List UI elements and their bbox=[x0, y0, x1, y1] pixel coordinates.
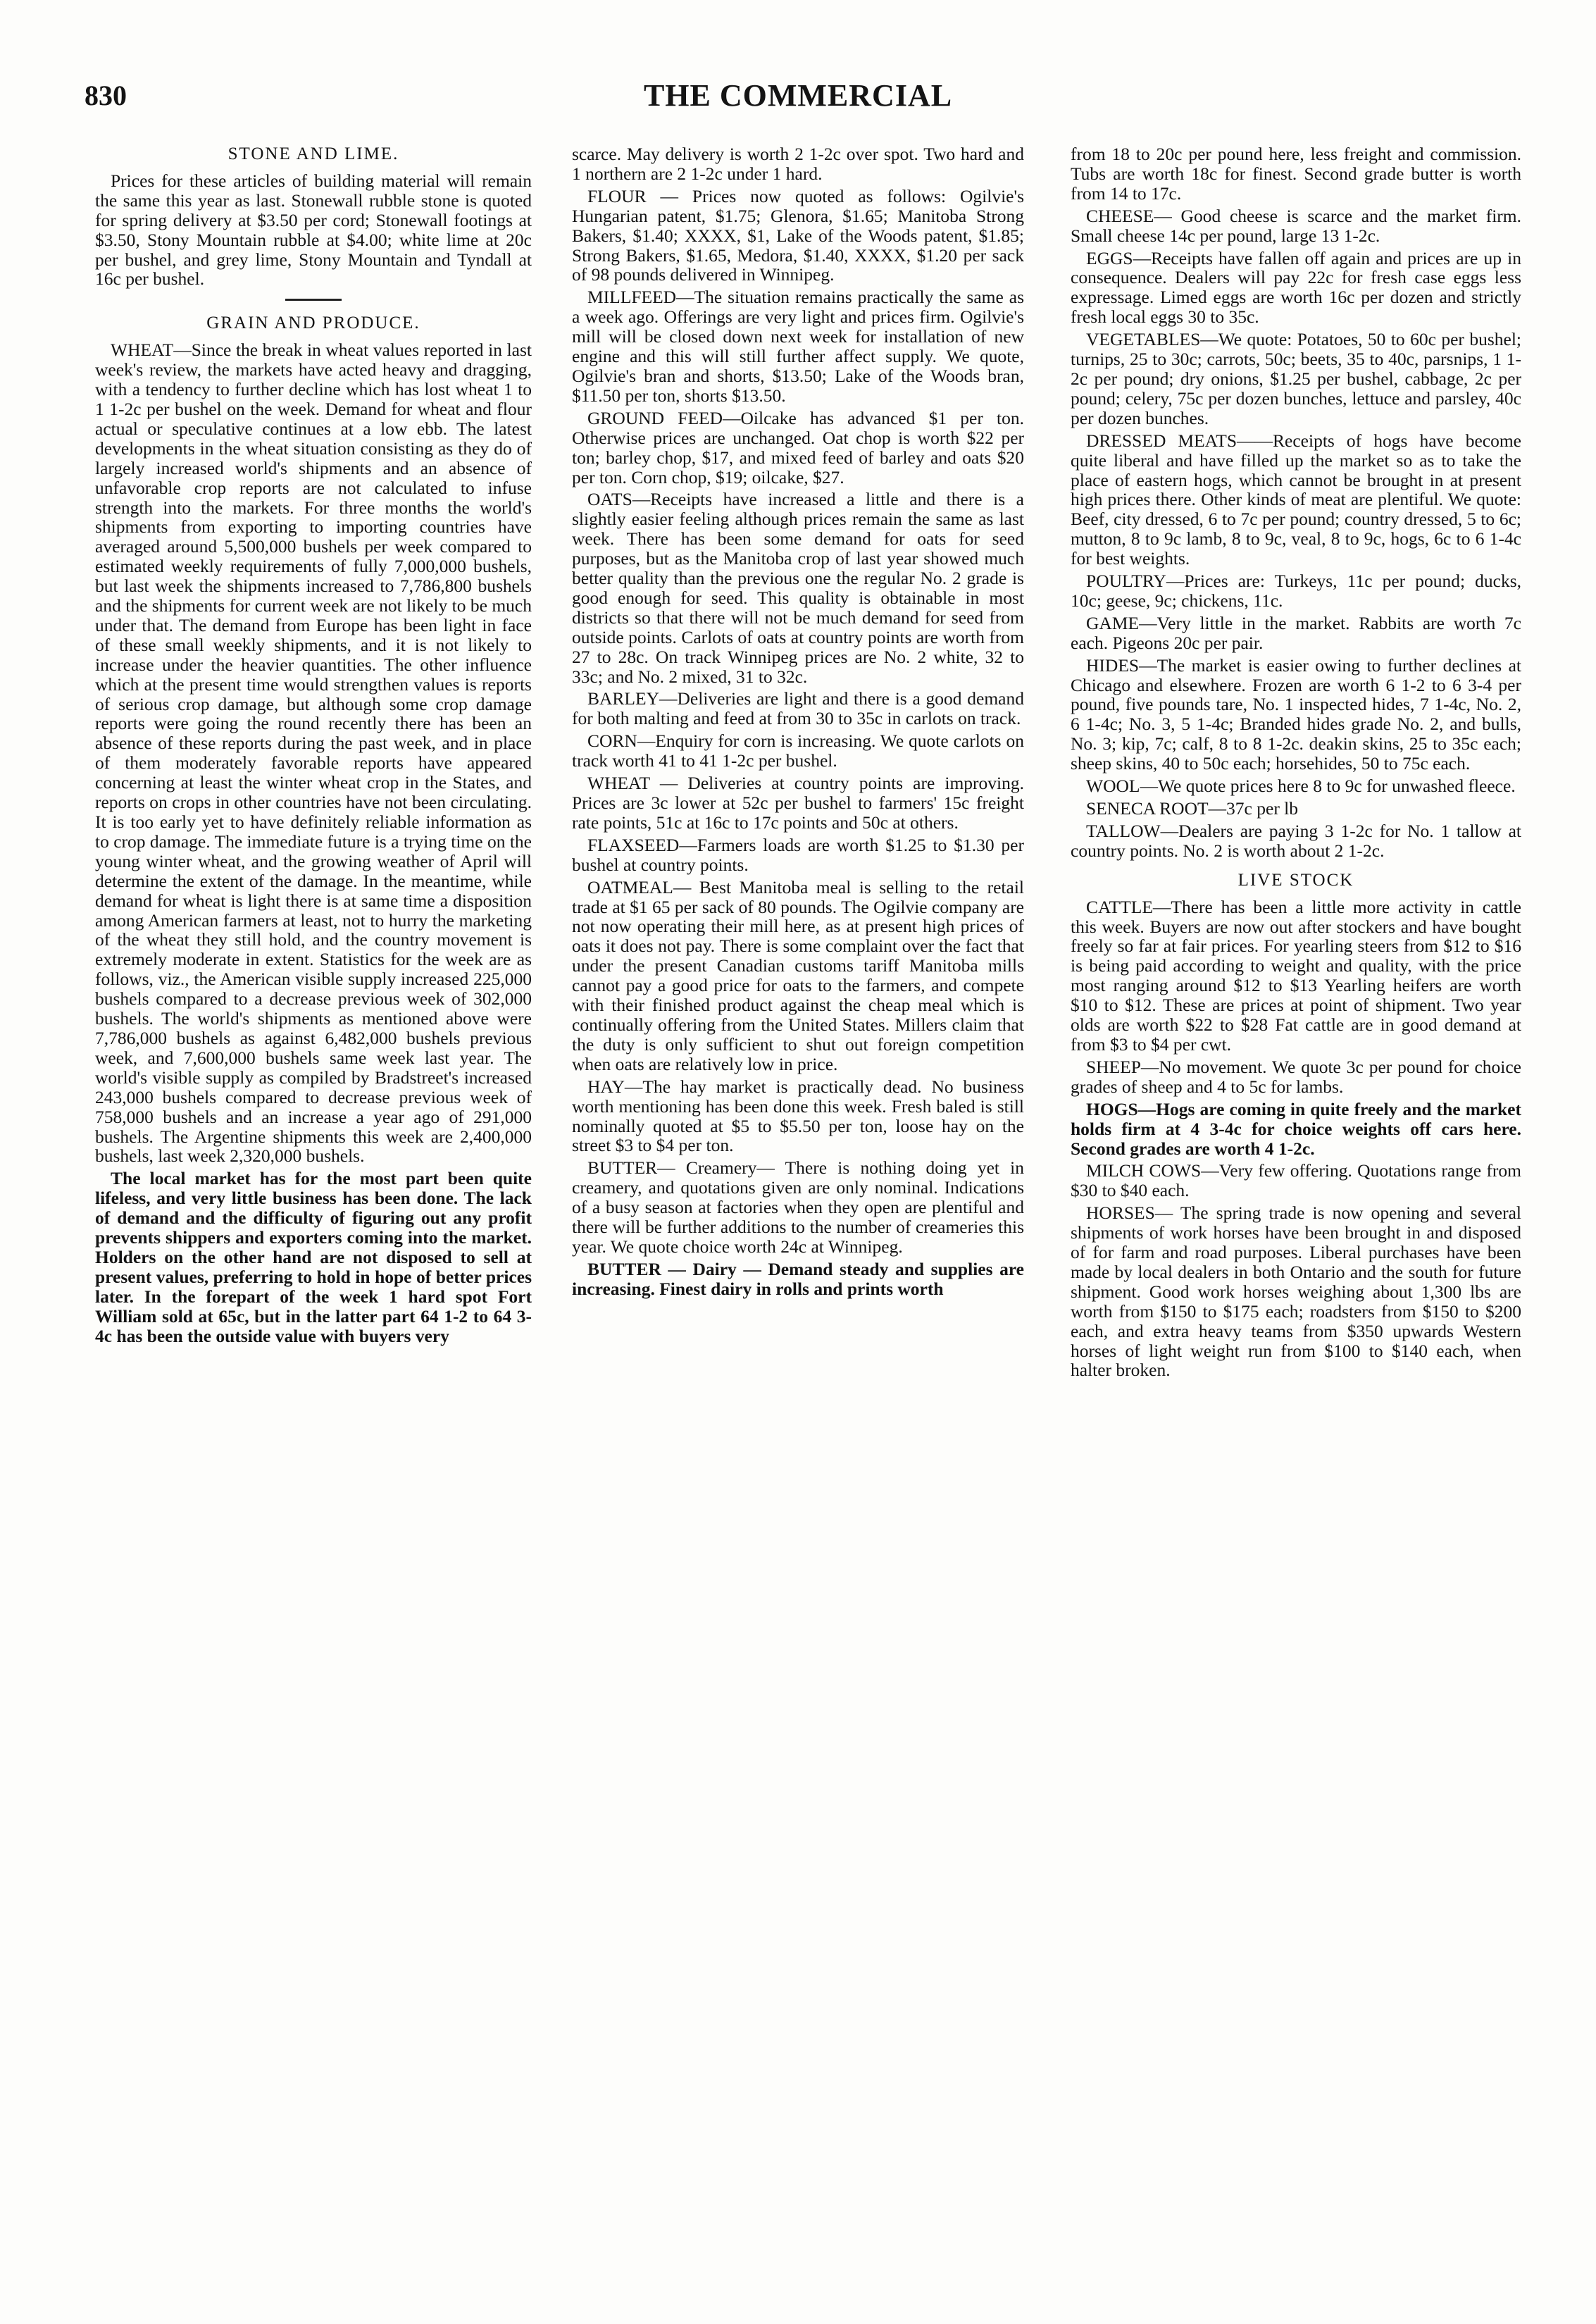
hogs-paragraph: HOGS—Hogs are coming in quite freely and the market holds firm at 4 3-4c for choice weights off cars here. Second grades are worth 4 1-2c. bbox=[1071, 1098, 1521, 1159]
game-paragraph: GAME—Very little in the market. Rabbits are worth 7c each. Pigeons 20c per pair. bbox=[1071, 612, 1521, 653]
cattle-paragraph: CATTLE—There has been a little more activity in cattle this week. Buyers are now out after stockers and have bought freely so far at fair prices. For yearling steers from $12 to $16 is being paid according to weight and quality, with the price most ranging around $12 to $13 Yearling heifers are worth $10 to $12. These are prices at point of shipment. Two year olds are worth $22 to $28 Fat cattle are in good demand at from $3 to $4 per cwt. bbox=[1071, 896, 1521, 1055]
scarce-paragraph: scarce. May delivery is worth 2 1-2c over spot. Two hard and 1 northern are 2 1-2c under 1 hard. bbox=[572, 144, 1024, 184]
seneca-root-paragraph: SENECA ROOT—37c per lb bbox=[1086, 798, 1299, 819]
poultry-paragraph: POULTRY—Prices are: Turkeys, 11c per pound; ducks, 10c; geese, 9c; chickens, 11c. bbox=[1071, 571, 1521, 611]
wheat-country-paragraph: WHEAT — Deliveries at country points are improving. Prices are 3c lower at 52c per bushel to farmers' 15c freight rate points, 51c at 16c to 17c points and 50c at others. bbox=[572, 773, 1024, 833]
barley-paragraph: BARLEY—Deliveries are light and there is a good demand for both malting and feed at from 30 to 35c in carlots on track. bbox=[572, 688, 1024, 729]
column-2 bbox=[572, 144, 1024, 2293]
butter-dairy-paragraph: BUTTER — Dairy — Demand steady and supplies are increasing. Finest dairy in rolls and prints worth bbox=[572, 1258, 1024, 1299]
grain-produce-heading: GRAIN AND PRODUCE. bbox=[206, 313, 420, 333]
dressed-meats-paragraph: DRESSED MEATS——Receipts of hogs have become quite liberal and have filled up the market so as to take the place of eastern hogs, which cannot be brought in at present high prices there. Other kinds of meat are plentiful. We quote: Beef, city dressed, 6 to 7c per pound; country dressed, 5 to 6c; mutton, 8 to 9c lamb, 8 to 9c, veal, 8 to 9c, hogs, 6c to 6 1-4c for best weights. bbox=[1071, 430, 1521, 569]
tallow-paragraph: TALLOW—Dealers are paying 3 1-2c for No. 1 tallow at country points. No. 2 is worth about 2 1-2c. bbox=[1071, 820, 1521, 861]
local-market-paragraph: The local market has for the most part been quite lifeless, and very little business has been done. The lack of demand and the difficulty of figuring out any profit prevents shippers and exporters coming into the market. Holders on the other hand are not disposed to sell at present values, preferring to hold in hope of better prices later. In the forepart of the week 1 hard spot Fort William sold at 65c, but in the latter part 64 1-2 to 64 3-4c has been the outside value with buyers very bbox=[95, 1168, 532, 1346]
section-divider bbox=[285, 299, 342, 301]
sheep-paragraph: SHEEP—No movement. We quote 3c per pound for choice grades of sheep and 4 to 5c for lambs. bbox=[1071, 1056, 1521, 1097]
cheese-paragraph: CHEESE— Good cheese is scarce and the market firm. Small cheese 14c per pound, large 13 1-2c. bbox=[1071, 205, 1521, 246]
millfeed-paragraph: MILLFEED—The situation remains practically the same as a week ago. Offerings are very light and prices firm. Ogilvie's mill will be closed down next week for installation of new engine and this will still further affect supply. We quote, Ogilvie's bran and shorts, $13.50; Lake of the Woods bran, $11.50 per ton, shorts $13.50. bbox=[572, 287, 1024, 406]
hides-paragraph: HIDES—The market is easier owing to further declines at Chicago and elsewhere. Frozen are worth 6 1-2 to 6 3-4 per pound, five pounds tare, No. 1 inspected hides, 7 1-4c, No. 2, 6 1-4c; No. 3, 5 1-4c; Branded hides grade No. 2, and bulls, No. 3; kip, 7c; calf, 8 to 8 1-2c. deakin skins, 25 to 35c each; sheep skins, 40 to 50c each; horsehides, 50 to 75c each. bbox=[1071, 654, 1521, 774]
horses-paragraph: HORSES— The spring trade is now opening and several shipments of work horses have been brought in and disposed of for farm and road purposes. Liberal purchases have been made by local dealers in both Ontario and the south for future shipment. Good work horses weighing about 1,300 lbs are worth from $150 to $175 each; roadsters from $150 to $200 each, and extra heavy teams from $350 upwards Western horses of light weight run from $100 to $140 each, when halter broken. bbox=[1071, 1203, 1521, 1381]
milch-cows-paragraph: MILCH COWS—Very few offering. Quotations range from $30 to $40 each. bbox=[1071, 1160, 1521, 1201]
page-number: 830 bbox=[85, 80, 127, 111]
wool-paragraph: WOOL—We quote prices here 8 to 9c for unwashed fleece. bbox=[1086, 776, 1516, 797]
flaxseed-paragraph: FLAXSEED—Farmers loads are worth $1.25 to $1.30 per bushel at country points. bbox=[572, 834, 1024, 875]
page-title: THE COMMERCIAL bbox=[643, 78, 953, 113]
stone-lime-heading: STONE AND LIME. bbox=[227, 144, 399, 163]
wheat-paragraph: WHEAT—Since the break in wheat values reported in last week's review, the markets have acted heavy and dragging, with a tendency to further decline which has lost wheat 1 to 1 1-2c per bushel on the week. Demand for wheat and flour actual or speculative continues at a low ebb. The latest developments in the wheat situation consisting as they do of largely increased world's shipments and an absence of unfavorable crop reports are not calculated to infuse strength into the markets. For three months the world's shipments from exporting to importing countries have averaged around 5,500,000 bushels per week compared to estimated weekly requirements of fully 7,000,000 bushels, but last week the shipments increased to 7,786,800 bushels and the shipments for current week are not likely to be much under that. The demand from Europe has been light in face of these small weekly shipments, and it is not likely to increase under the heavier quantities. The other influence which at the present time would strengthen values is reports of serious crop damage, but although some crop damage reports were going the round recently there has been an absence of these reports during the past week, and in place of them moderately favorable reports have appeared concerning at least the winter wheat crop in the States, and reports on crops in other countries have not been circulating. It is too early yet to have definitely reliable information as to crop damage. The immediate future is a trying time on the young winter wheat, and the growing weather of April will determine the extent of the damage. In the meantime, while demand for wheat is light there is at same time a disposition among American farmers at least, not to hurry the marketing of the wheat they still hold, and the country movement is extremely moderate in extent. Statistics for the week are as follows, viz., the American visible supply increased 225,000 bushels compared to a decrease previous week of 302,000 bushels. The world's shipments as mentioned above were 7,786,000 bushels as against 6,482,000 bushels previous week, and 7,600,000 bushels same week last year. The world's visible supply as compiled by Bradstreet's increased 243,000 bushels compared to decrease previous week of 758,000 bushels and an increase a year ago of 291,000 bushels. The Argentine shipments this week are 2,400,000 bushels, last week 2,320,000 bushels. bbox=[95, 340, 532, 1167]
live-stock-heading: LIVE STOCK bbox=[1237, 870, 1354, 890]
eggs-paragraph: EGGS—Receipts have fallen off again and prices are up in consequence. Dealers will pay 22c for fresh case eggs less expressage. Limed eggs are worth 16c per dozen and strictly fresh local eggs 30 to 35c. bbox=[1071, 247, 1521, 328]
butter-continued-paragraph: from 18 to 20c per pound here, less freight and commission. Tubs are worth 18c for finest. Second grade butter is worth from 14 to 17c. bbox=[1071, 144, 1521, 204]
vegetables-paragraph: VEGETABLES—We quote: Potatoes, 50 to 60c per bushel; turnips, 25 to 30c; carrots, 50c; beets, 35 to 40c, parsnips, 1 1-2c per pound; dry onions, $1.25 per bushel, cabbage, 2c per pound; celery, 75c per dozen bunches, lettuce and parsley, 40c per dozen bunches. bbox=[1071, 329, 1521, 428]
corn-paragraph: CORN—Enquiry for corn is increasing. We quote carlots on track worth 41 to 41 1-2c per bushel. bbox=[572, 731, 1024, 771]
column-1 bbox=[95, 144, 532, 2293]
oats-paragraph: OATS—Receipts have increased a little and there is a slightly easier feeling although prices remain the same as last week. There has been some demand for oats for seed purposes, but as the Manitoba crop of last year showed much better quality than the previous one the regular No. 2 grade is good enough for seed. This quality is obtainable in most districts so that there will not be much demand for seed from outside points. Carlots of oats at country points are worth from 27 to 28c. On track Winnipeg prices are No. 2 white, 32 to 33c; and No. 2 mixed, 31 to 32c. bbox=[572, 489, 1024, 687]
butter-creamery-paragraph: BUTTER— Creamery— There is nothing doing yet in creamery, and quotations given are only nominal. Indications of a busy season at factories when they open are plentiful and there will be further additions to the number of creameries this year. We quote choice worth 24c at Winnipeg. bbox=[572, 1157, 1024, 1257]
ground-feed-paragraph: GROUND FEED—Oilcake has advanced $1 per ton. Otherwise prices are unchanged. Oat chop is worth $22 per ton; barley chop, $17, and mixed feed of barley and oats $20 per ton. Corn chop, $19; oilcake, $27. bbox=[572, 407, 1024, 487]
stone-lime-paragraph: Prices for these articles of building material will remain the same this year as last. Stonewall rubble stone is quoted for spring delivery at $3.50 per cord; Stonewall footings at $3.50, Stony Mountain rubble at $4.00; white lime at 20c per bushel, and grey lime, Stony Mountain and Tyndall at 16c per bushel. bbox=[95, 170, 532, 290]
flour-paragraph: FLOUR — Prices now quoted as follows: Ogilvie's Hungarian patent, $1.75; Glenora, $1.65; Manitoba Strong Bakers, $1.40; XXXX, $1, Lake of the Woods patent, $1.85; Strong Bakers, $1.65, Medora, $1.40, XXXX, $1.20 per sack of 98 pounds delivered in Winnipeg. bbox=[572, 185, 1024, 285]
hay-paragraph: HAY—The hay market is practically dead. No business worth mentioning has been done this week. Fresh baled is still nominally quoted at $5 to $5.50 per ton, loose hay on the street $3 to $4 per ton. bbox=[572, 1076, 1024, 1156]
oatmeal-paragraph: OATMEAL— Best Manitoba meal is selling to the retail trade at $1 65 per sack of 80 pounds. The Ogilvie company are not now operating their mill here, as at present high prices of oats it does not pay. There is some complaint over the fact that under the present Canadian customs tariff Manitoba mills cannot pay a good price for oats to the farmers, and compete with their finished product against the cheap meal which is continually offering from the United States. Millers claim that the duty is only sufficient to shut out foreign competition when oats are relatively low in price. bbox=[572, 876, 1024, 1074]
column-3 bbox=[1071, 144, 1521, 2293]
